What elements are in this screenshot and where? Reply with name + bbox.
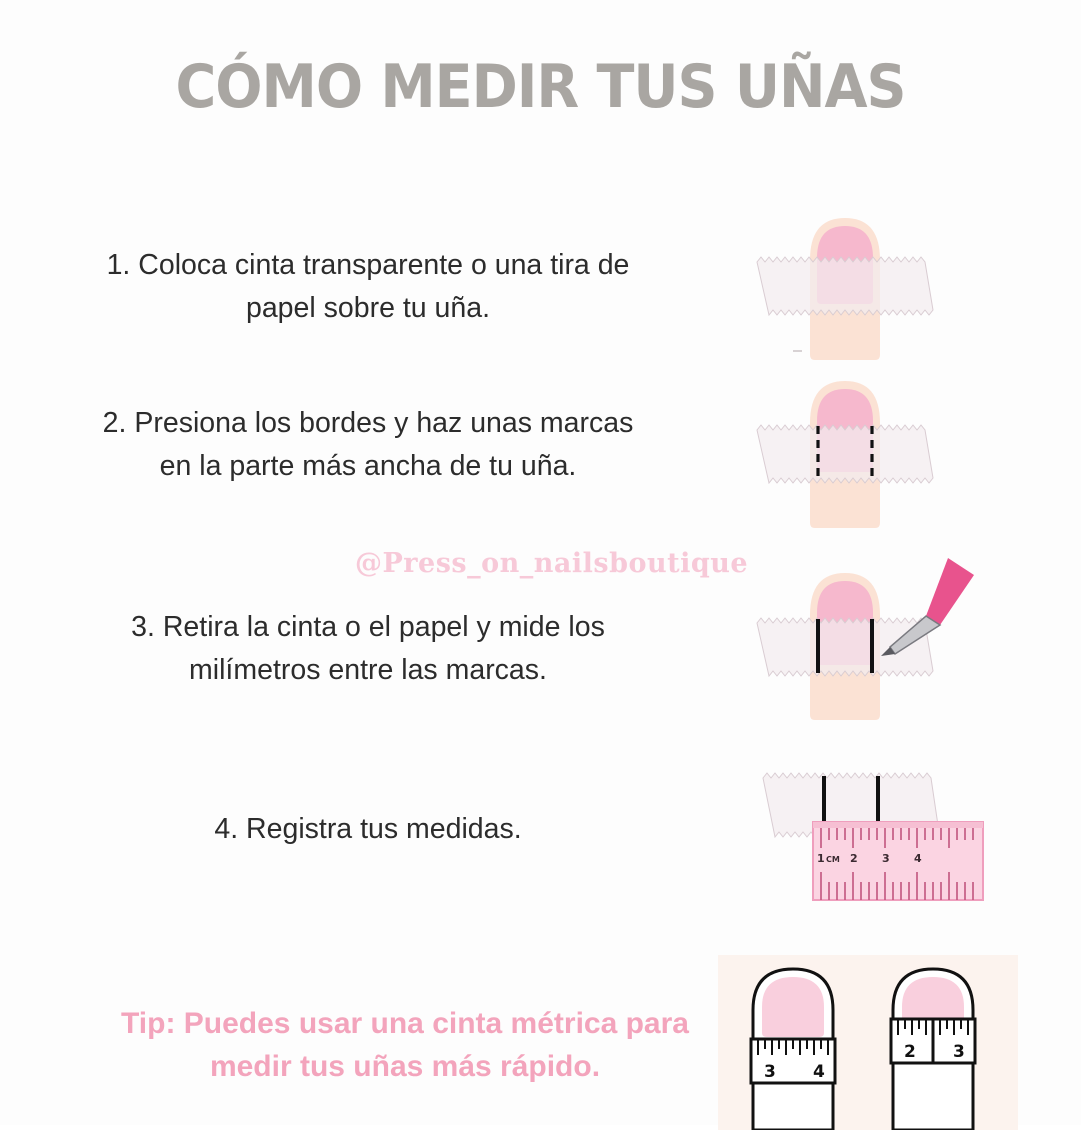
svg-text:4: 4 xyxy=(914,852,922,865)
illustration-tape-with-ruler xyxy=(735,760,985,950)
illustration-fingers-measuring-tape xyxy=(718,955,1018,1130)
step-item-4: 4. Registra tus medidas. xyxy=(214,813,522,845)
step-item-2: 2. Presiona los bordes y haz unas marcas en la parte más ancha de tu uña. xyxy=(102,407,634,483)
tip-text: Tip: Puedes usar una cinta métrica para medir tus uñas más rápido. xyxy=(121,1007,689,1084)
step-item-3: 3. Retira la cinta o el papel y mide los milímetros entre las marcas. xyxy=(131,611,605,687)
svg-text:3: 3 xyxy=(953,1042,965,1062)
svg-text:3: 3 xyxy=(882,852,890,865)
step-item-1: 1. Coloca cinta transparente o una tira de papel sobre tu uña. xyxy=(106,249,630,325)
illustration-finger-with-tape xyxy=(735,200,985,370)
svg-text:3: 3 xyxy=(764,1062,776,1082)
svg-text:4: 4 xyxy=(813,1062,825,1082)
illustration-finger-dashed-marks xyxy=(735,378,985,548)
watermark-handle: @Press_on_nailsboutique xyxy=(355,548,749,579)
svg-text:2: 2 xyxy=(850,852,858,865)
svg-text:CM: CM xyxy=(826,855,840,864)
illustration-finger-pen-marks xyxy=(735,555,985,755)
page-title: CÓMO MEDIR TUS UÑAS xyxy=(175,52,906,122)
svg-text:1: 1 xyxy=(817,852,825,865)
svg-text:2: 2 xyxy=(904,1042,916,1062)
